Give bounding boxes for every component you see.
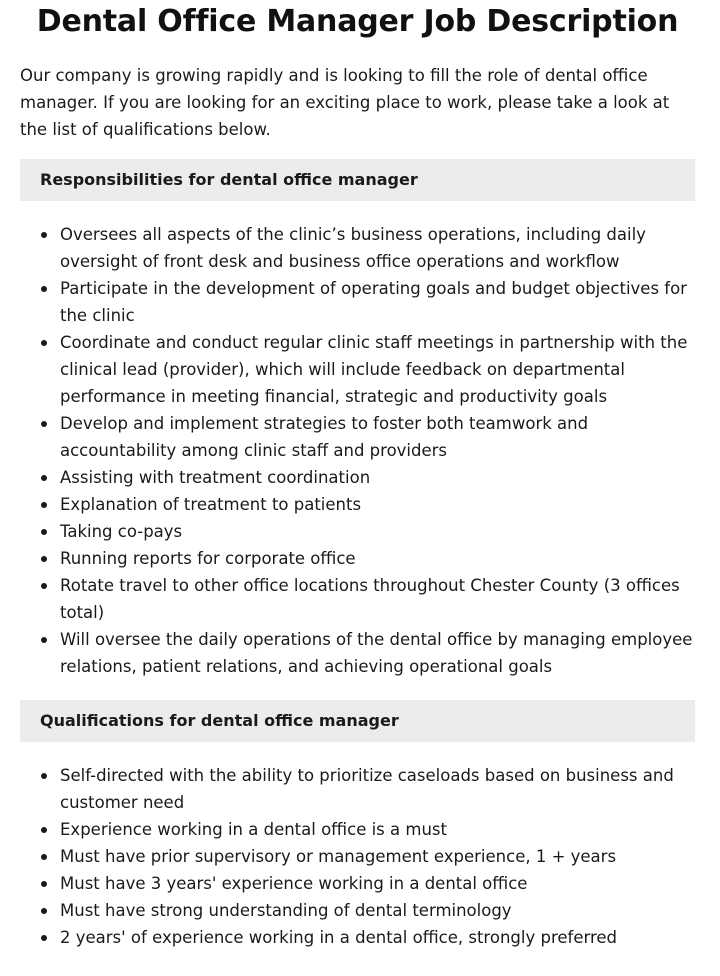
list-item <box>20 545 695 572</box>
list-item <box>20 816 695 843</box>
list-item <box>20 275 695 329</box>
bullet-icon <box>41 475 47 481</box>
bullet-icon <box>41 854 47 860</box>
list-item <box>20 924 695 951</box>
bullet-icon <box>41 232 47 238</box>
bullet-icon <box>41 421 47 427</box>
bullet-icon <box>41 286 47 292</box>
list-item-text: Assisting with treatment coordination <box>60 468 371 487</box>
list-item-text: Oversees all aspects of the clinic’s business operations, including daily oversight of front desk and business office operations and workflow <box>60 225 646 271</box>
list-item <box>20 221 695 275</box>
list-item-text: Rotate travel to other office locations throughout Chester County (3 offices total) <box>60 576 680 622</box>
list-item-text: Running reports for corporate office <box>60 549 356 568</box>
bullet-icon <box>41 637 47 643</box>
list-item <box>20 870 695 897</box>
list-item-text: Self-directed with the ability to prioritize caseloads based on business and customer need <box>60 766 674 812</box>
list-item-text: Participate in the development of operating goals and budget objectives for the clinic <box>60 279 687 325</box>
list-item-text: Develop and implement strategies to foster both teamwork and accountability among clinic staff and providers <box>60 414 589 460</box>
bullet-icon <box>41 583 47 589</box>
bullet-icon <box>41 881 47 887</box>
bullet-icon <box>41 773 47 779</box>
intro-paragraph: Our company is growing rapidly and is looking to fill the role of dental office manager. If you are looking for an exciting place to work, please take a look at the list of qualifications below. <box>20 66 670 139</box>
list-item <box>20 464 695 491</box>
list-item <box>20 410 695 464</box>
responsibilities-list <box>20 221 695 680</box>
list-item-text: Explanation of treatment to patients <box>60 495 362 514</box>
bullet-icon <box>41 340 47 346</box>
bullet-icon <box>41 908 47 914</box>
page-title: Dental Office Manager Job Description <box>36 4 679 39</box>
bullet-icon <box>41 556 47 562</box>
list-item <box>20 897 695 924</box>
bullet-icon <box>41 502 47 508</box>
list-item-text: Must have prior supervisory or management experience, 1 + years <box>60 847 617 866</box>
bullet-icon <box>41 935 47 941</box>
bullet-icon <box>41 529 47 535</box>
list-item-text: Must have 3 years' experience working in a dental office <box>60 874 528 893</box>
list-item-text: Coordinate and conduct regular clinic staff meetings in partnership with the clinical lead (provider), which will include feedback on departmental performance in meeting financial, strategic and productivity goals <box>60 333 688 406</box>
list-item <box>20 491 695 518</box>
list-item <box>20 572 695 626</box>
list-item <box>20 518 695 545</box>
responsibilities-heading: Responsibilities for dental office manager <box>20 159 695 201</box>
list-item-text: 2 years' of experience working in a dental office, strongly preferred <box>60 928 618 947</box>
qualifications-heading: Qualifications for dental office manager <box>20 700 695 742</box>
list-item-text: Experience working in a dental office is a must <box>60 820 447 839</box>
qualifications-list <box>20 762 695 951</box>
list-item-text: Will oversee the daily operations of the dental office by managing employee relations, patient relations, and achieving operational goals <box>60 630 693 676</box>
list-item <box>20 626 695 680</box>
list-item-text: Must have strong understanding of dental terminology <box>60 901 512 920</box>
list-item-text: Taking co-pays <box>60 522 183 541</box>
list-item <box>20 762 695 816</box>
list-item <box>20 329 695 410</box>
list-item <box>20 843 695 870</box>
bullet-icon <box>41 827 47 833</box>
